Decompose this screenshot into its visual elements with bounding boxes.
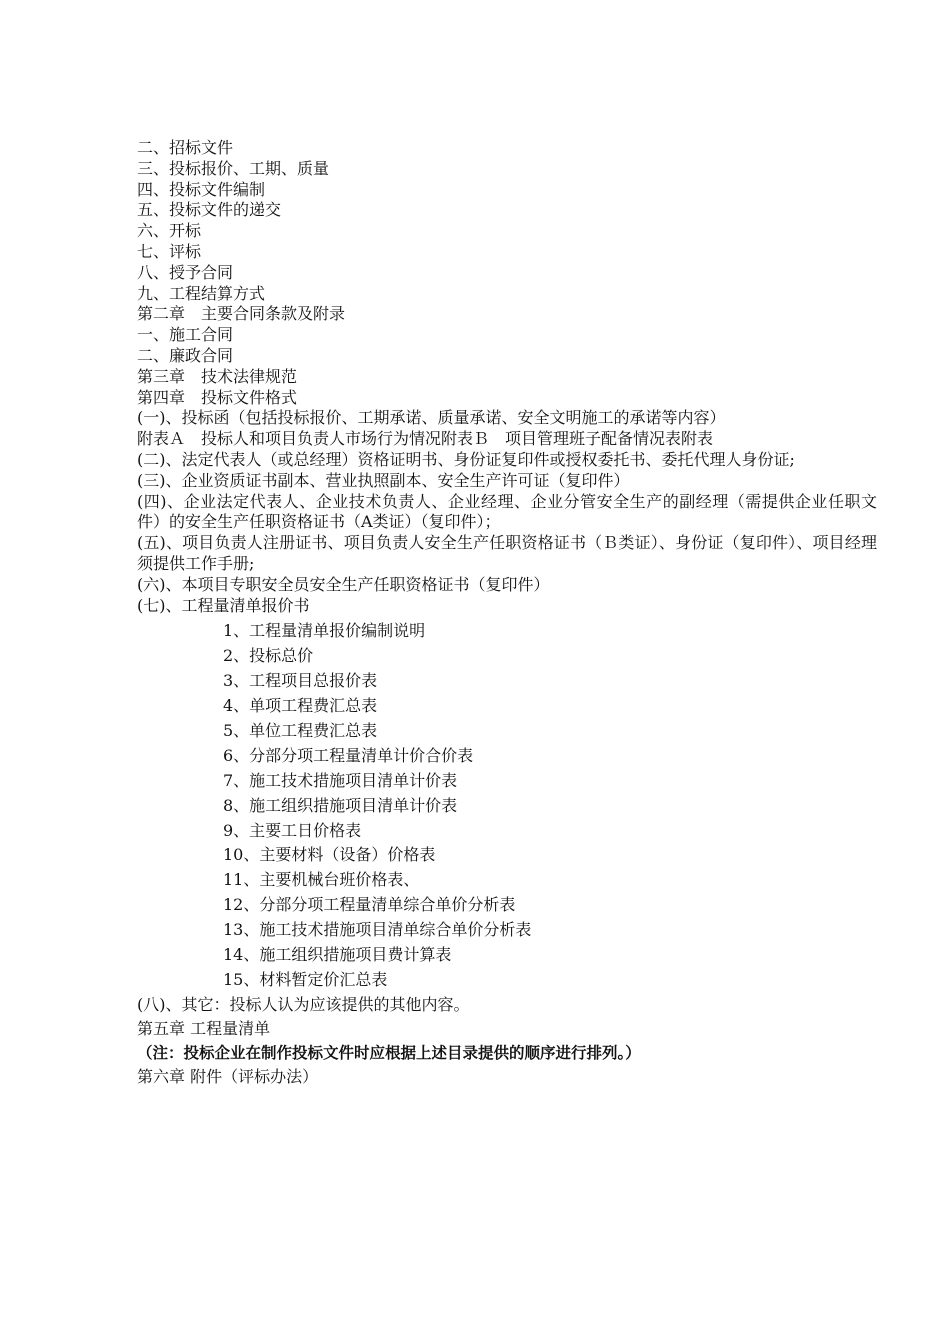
price-book-item: 12、分部分项工程量清单综合单价分析表 [223, 895, 516, 915]
price-book-item: 14、施工组织措施项目费计算表 [223, 945, 452, 965]
price-book-item: 7、施工技术措施项目清单计价表 [223, 770, 458, 790]
price-book-item: 1、工程量清单报价编制说明 [223, 621, 426, 641]
toc-item-other: (八)、其它：投标人认为应该提供的其他内容。 [137, 994, 470, 1014]
toc-item: (一)、投标函（包括投标报价、工期承诺、质量承诺、安全文明施工的承诺等内容） [137, 408, 726, 428]
chapter1-item-list [137, 138, 877, 304]
toc-item: (二)、法定代表人（或总经理）资格证明书、身份证复印件或授权委托书、委托代理人身份证; [137, 449, 795, 469]
chapter5-heading: 第五章 工程量清单 [137, 1018, 271, 1038]
toc-item: (七)、工程量清单报价书 [137, 595, 310, 615]
price-book-item: 4、单项工程费汇总表 [223, 696, 378, 716]
chapter3-heading: 第三章 技术法律规范 [137, 366, 298, 386]
chapter6-heading: 第六章 附件（评标办法） [137, 1066, 319, 1086]
price-book-item: 3、工程项目总报价表 [223, 671, 378, 691]
toc-item: 四、投标文件编制 [137, 179, 266, 199]
price-book-item: 8、施工组织措施项目清单计价表 [223, 795, 458, 815]
toc-item: 五、投标文件的递交 [137, 200, 282, 220]
ordering-note: （注：投标企业在制作投标文件时应根据上述目录提供的顺序进行排列。） [137, 1042, 641, 1062]
toc-item: (六)、本项目专职安全员安全生产任职资格证书（复印件） [137, 574, 550, 594]
price-book-item: 5、单位工程费汇总表 [223, 720, 378, 740]
price-book-item: 15、材料暂定价汇总表 [223, 970, 388, 990]
toc-item: 三、投标报价、工期、质量 [137, 158, 330, 178]
price-book-item: 10、主要材料（设备）价格表 [223, 845, 436, 865]
toc-item: 七、评标 [137, 241, 202, 261]
toc-item: (四)、企业法定代表人、企业技术负责人、企业经理、企业分管安全生产的副经理（需提供企业任职文件）的安全生产任职资格证书（A类证）（复印件）； [137, 491, 877, 532]
toc-item: (五)、项目负责人注册证书、项目负责人安全生产任职资格证书（Ｂ类证）、身份证（复印件）、项目经理须提供工作手册; [137, 533, 877, 573]
price-book-list [137, 619, 877, 993]
toc-item: 二、招标文件 [137, 138, 234, 157]
toc-item: 二、廉政合同 [137, 345, 234, 365]
price-book-item: 11、主要机械台班价格表、 [223, 870, 420, 890]
price-book-item: 6、分部分项工程量清单计价合价表 [223, 745, 474, 765]
chapter2-heading: 第二章 主要合同条款及附录 [137, 304, 346, 324]
toc-item: 八、授予合同 [137, 262, 234, 282]
price-book-item: 9、主要工日价格表 [223, 820, 362, 840]
price-book-item: 13、施工技术措施项目清单综合单价分析表 [223, 920, 532, 940]
price-book-item: 2、投标总价 [223, 646, 314, 666]
chapter4-heading: 第四章 投标文件格式 [137, 387, 298, 407]
toc-item: 一、施工合同 [137, 325, 234, 345]
toc-item: 附表Ａ 投标人和项目负责人市场行为情况附表Ｂ 项目管理班子配备情况表附表 [137, 429, 714, 449]
toc-item: 九、工程结算方式 [137, 283, 266, 303]
toc-item: 六、开标 [137, 221, 202, 241]
toc-item: (三)、企业资质证书副本、营业执照副本、安全生产许可证（复印件） [137, 470, 630, 490]
document-body [137, 138, 877, 1089]
